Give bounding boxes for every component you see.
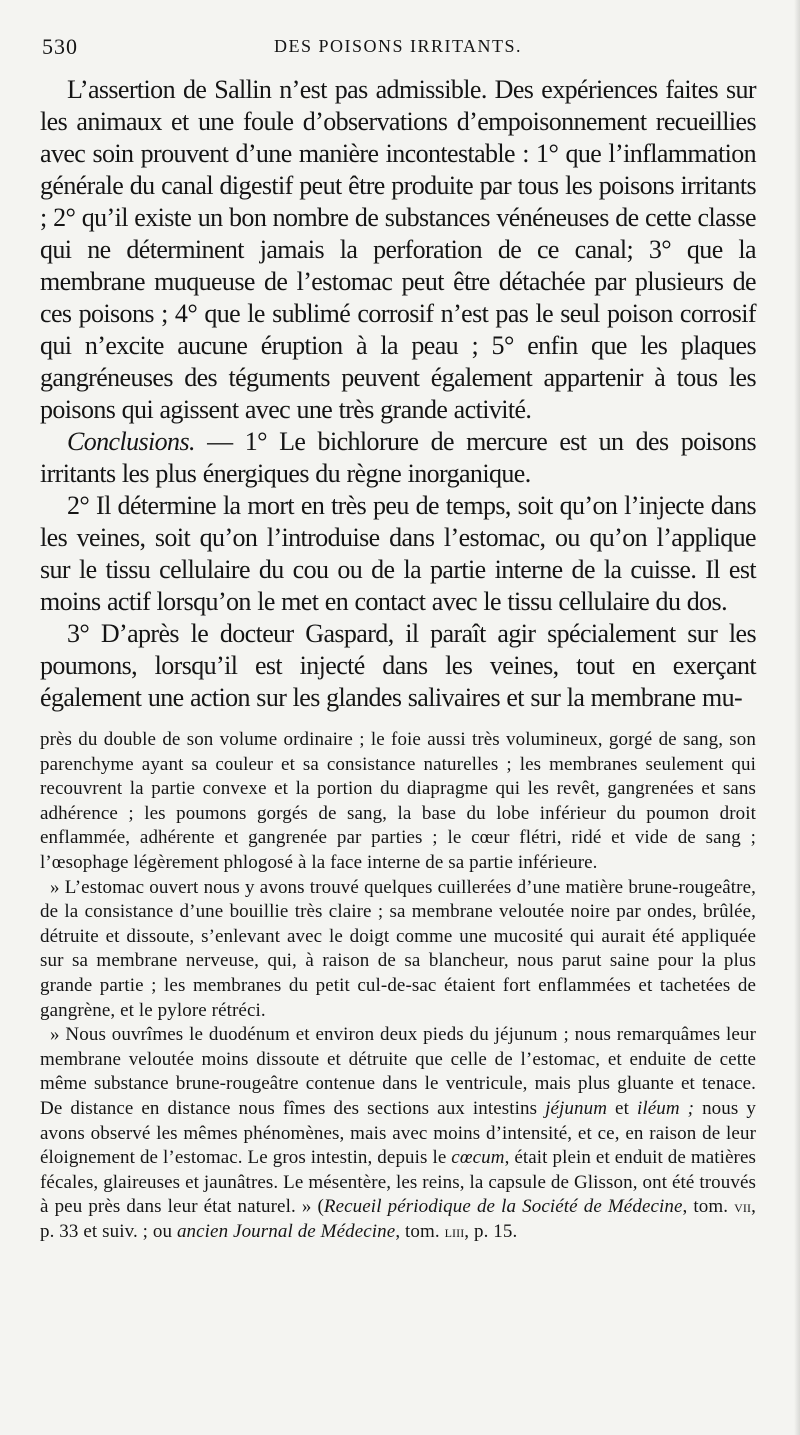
main-text	[40, 74, 756, 714]
page-header	[40, 34, 756, 66]
footnote-text: , tom.	[395, 1220, 445, 1242]
citation-journal: ancien Journal de Médecine	[176, 1220, 396, 1242]
footnote-text: , tom.	[682, 1196, 735, 1218]
paragraph-conclusions	[40, 426, 756, 490]
footnote-text: , p. 15.	[464, 1220, 518, 1242]
footnote-paragraph-liver: près du double de son volume ordinaire ; le foie aussi très volumineux, gorgé de sang, son parenchyme ayant sa couleur et sa consistance naturelles ; les membranes seulement qui recouvrent la partie convexe et la portion du diapragme qui les revêt, gangrenées et sans adhérence ; les poumons gorgés de sang, la base du lobe inférieur du poumon droit enflammée, adhérente et gangrenée par parties ; le cœur flétri, ridé et vide de sang ; l’œsophage légèrement phlogosé à la face interne de sa partie inférieure.	[40, 729, 756, 873]
page-number: 530	[42, 34, 78, 59]
citation-volume: vii	[734, 1197, 752, 1217]
footnote-text: , p. 33 et suiv. ; ou	[40, 1196, 756, 1242]
conclusions-label: Conclusions.	[67, 427, 195, 456]
citation-volume: liii	[444, 1221, 465, 1241]
footnote-text: nous y avons observé les mêmes phénomènes, mais avec moins d’intensité, et ce, en raison de leur éloignement de l’estomac. Le gros intestin, depuis le	[40, 1097, 756, 1169]
footnote-text: » Nous ouvrîmes le duodénum et environ deux pieds du jéjunum ; nous remarquâmes leur membrane veloutée moins dissoute et détruite que celle de l’estomac, et enduite de cette même substance brune-rougeâtre contenue dans le ventricule, mais plus gluante et tenace. De distance en distance nous fîmes des sections aux intestins	[40, 1024, 756, 1119]
paragraph-sallin: L’assertion de Sallin n’est pas admissible. Des expériences faites sur les animaux et une foule d’observations d’empoisonnement recueillies avec soin prouvent d’une manière incontestable : 1° que l’inflammation générale du canal digestif peut être produite par tous les poisons irritants ; 2° qu’il existe un bon nombre de substances vénéneuses de cette classe qui ne déterminent jamais la perforation de ce canal; 3° que la membrane muqueuse de l’estomac peut être détachée par plusieurs de ces poisons ; 4° que le sublimé corrosif n’est pas le seul poison corrosif qui n’excite aucune éruption à la peau ; 5° enfin que les plaques gangréneuses des téguments peuvent également appartenir à tous les poisons qui agissent avec une très grande activité.	[40, 75, 756, 424]
footnote-text: , était plein et enduit de matières fécales, glaireuses et jaunâtres. Le mésentère, les reins, la capsule de Glisson, ont été trouvés à peu près dans leur état naturel. » (	[40, 1147, 757, 1218]
footnote-paragraph-stomach: » L’estomac ouvert nous y avons trouvé quelques cuillerées d’une matière brune-rougeâtre, de la consistance d’une bouillie très claire ; sa membrane veloutée noire par ondes, brûlée, détruite et dissoute, s’enlevant avec le doigt comme une mucosité qui aurait été appliquée sur sa membrane nerveuse, qui, à raison de sa blancheur, nous parut saine pour la plus grande partie ; les membranes du petit cul-de-sac étaient fort enflammées et tachetées de gangrène, et le pylore rétréci.	[40, 876, 756, 1021]
conclusions-text: — 1° Le bichlorure de mercure est un des poisons irritants les plus énergiques du règne inorganique.	[40, 427, 756, 488]
page-edge-shadow	[794, 0, 800, 1435]
term-ileum: iléum ;	[636, 1097, 695, 1119]
term-jejunum: jéjunum	[545, 1097, 608, 1119]
footnote-block	[40, 728, 756, 1244]
footnote-text: et	[607, 1097, 637, 1119]
paragraph-conclusion-2: 2° Il détermine la mort en très peu de temps, soit qu’on l’injecte dans les veines, soit qu’on l’introduise dans l’estomac, ou qu’on l’applique sur le tissu cellulaire du cou ou de la partie interne de la cuisse. Il est moins actif lorsqu’on le met en contact avec le tissu cellulaire du dos.	[40, 491, 756, 616]
paragraph-conclusion-3: 3° D’après le docteur Gaspard, il paraît agir spécialement sur les poumons, lorsqu’il est injecté dans les veines, tout en exerçant également une action sur les glandes salivaires et sur la membrane mu-	[40, 619, 756, 712]
citation-recueil: Recueil périodique de la Société de Médecine	[323, 1196, 683, 1218]
term-caecum: cœcum	[451, 1147, 505, 1169]
footnote-paragraph-intestines	[40, 1023, 756, 1244]
running-title: DES POISONS IRRITANTS.	[273, 36, 523, 56]
